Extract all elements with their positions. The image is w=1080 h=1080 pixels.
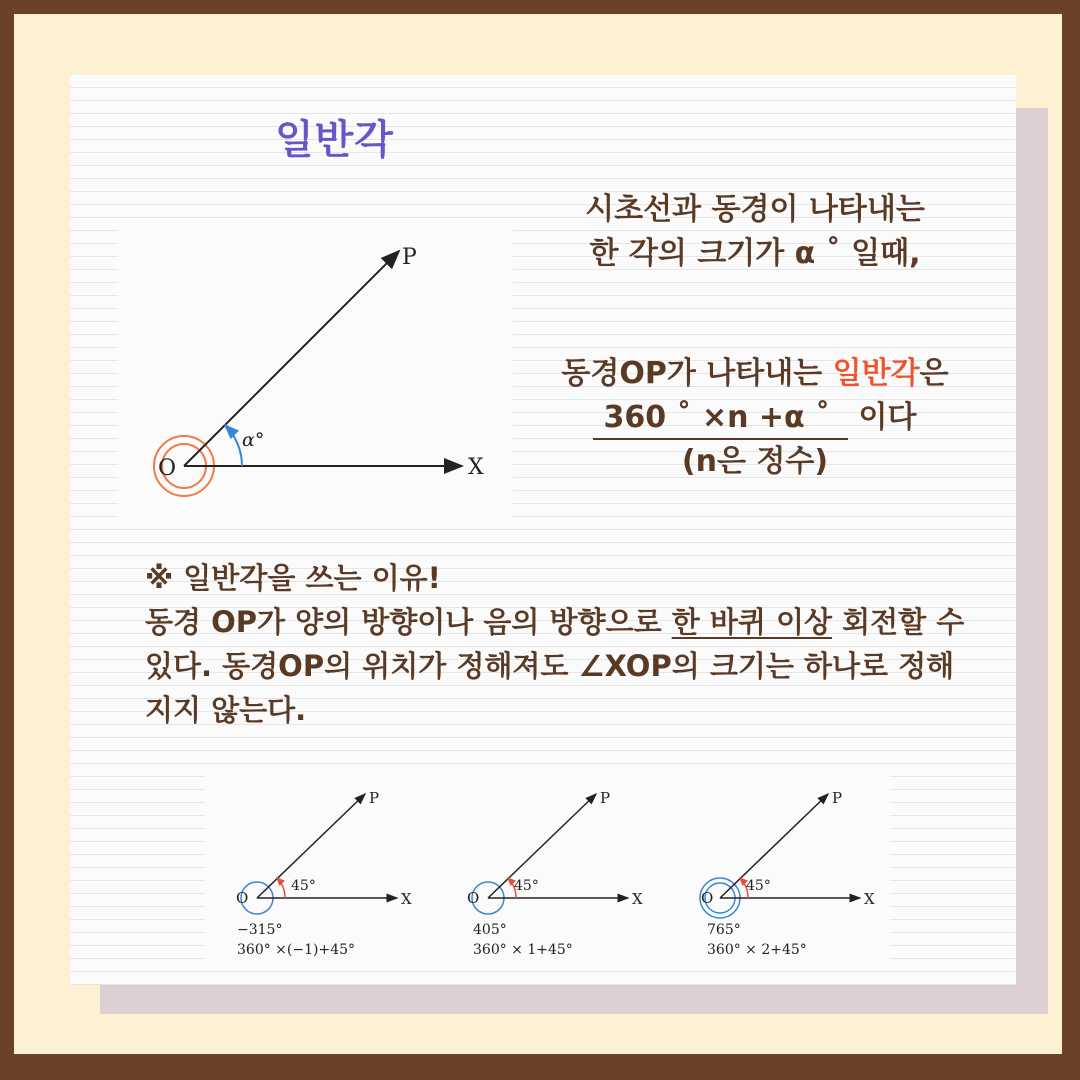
ex3-angle: 45° (746, 878, 771, 894)
integer-note: (n은 정수) (681, 444, 829, 479)
ex2-label-p: P (600, 789, 611, 807)
examples-figure (205, 772, 890, 968)
ex2-label-o: O (467, 889, 480, 907)
page-title: 일반각 (275, 117, 394, 163)
ex1-label-p: P (369, 789, 380, 807)
ex3-label-p: P (832, 789, 843, 807)
terminal-ray-op (184, 251, 399, 466)
ray-op (720, 794, 828, 898)
highlight-term: 일반각 (832, 356, 920, 391)
ex2-value: 405° (473, 922, 507, 938)
underlined-phrase: 한 바퀴 이상 (671, 605, 832, 639)
label-o: O (158, 456, 177, 481)
definition-block (520, 188, 990, 484)
ex1-angle: 45° (291, 878, 316, 894)
ray-op (488, 794, 596, 898)
example-3 (700, 789, 875, 958)
reason-block (145, 556, 965, 732)
reason-text: 동경 OP가 양의 방향이나 음의 방향으로 한 바퀴 이상 회전할 수 있다. 동경OP의 위치가 정해져도 ∠XOP의 크기는 하나로 정해지지 않는다. (145, 605, 965, 727)
ex3-expression: 360° × 2+45° (707, 942, 807, 958)
definition-line-3: 동경OP가 나타내는 일반각은 (561, 356, 949, 391)
angle-arc (277, 878, 285, 898)
ex2-angle: 45° (514, 878, 539, 894)
ex3-value: 765° (707, 922, 741, 938)
label-alpha: α° (242, 429, 265, 451)
ex1-expression: 360° ×(−1)+45° (237, 942, 356, 958)
ex3-label-x: X (864, 890, 875, 908)
reason-heading: ※ 일반각을 쓰는 이유! (145, 561, 441, 595)
alpha-angle-arc (225, 425, 242, 466)
label-p: P (402, 245, 417, 270)
general-angle-diagram (118, 222, 513, 520)
ex3-label-o: O (701, 889, 714, 907)
ex2-expression: 360° × 1+45° (473, 942, 573, 958)
example-2 (467, 789, 643, 958)
ex1-value: −315° (237, 922, 283, 938)
definition-line-2: 한 각의 크기가 α ˚ 일때, (589, 236, 921, 271)
ex2-label-x: X (632, 890, 643, 908)
example-1 (236, 789, 412, 958)
formula-line: 360 ˚ ×n +α ˚ 이다 (520, 396, 990, 440)
label-x: X (468, 455, 484, 480)
ex1-label-o: O (236, 889, 249, 907)
examples-svg (205, 772, 890, 968)
definition-line-1: 시초선과 동경이 나타내는 (585, 192, 925, 227)
angle-figure (118, 222, 513, 520)
general-angle-formula: 360 ˚ ×n +α ˚ (593, 398, 848, 440)
ex1-label-x: X (401, 890, 412, 908)
